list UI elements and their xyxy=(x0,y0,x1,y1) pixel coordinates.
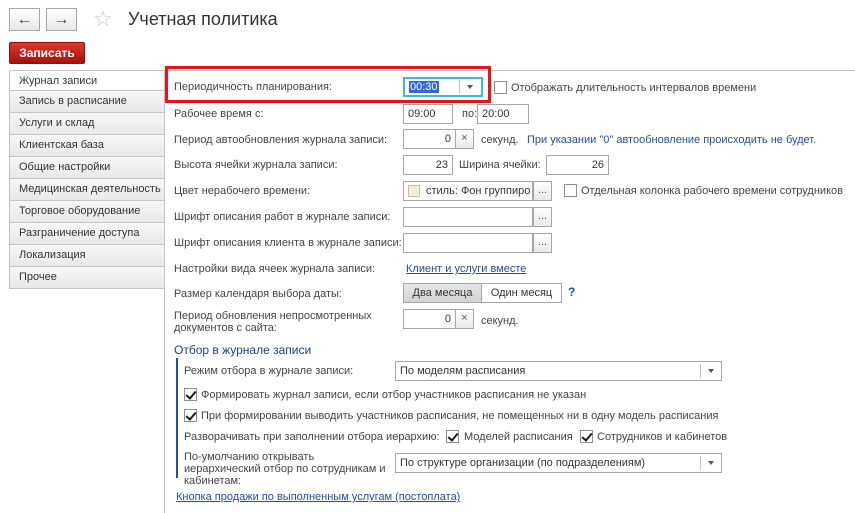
cell-view-label: Настройки вида ячеек журнала записи: xyxy=(174,263,376,275)
section-bar xyxy=(176,358,178,478)
default-open-label: По-умолчанию открывать иерархический отбор по сотрудникам и кабинетам: xyxy=(184,451,386,487)
nonwork-color-input[interactable] xyxy=(403,181,533,201)
cell-height-label: Высота ячейки журнала записи: xyxy=(174,159,338,171)
filter-mode-value: По моделям расписания xyxy=(400,365,526,377)
help-icon[interactable]: ? xyxy=(568,285,576,299)
highlight-frame xyxy=(165,66,491,103)
expand-models-label: Моделей расписания xyxy=(464,431,573,443)
nonwork-color-label: Цвет нерабочего времени: xyxy=(174,185,311,197)
clear-icon[interactable]: × xyxy=(455,129,474,149)
separate-column-label: Отдельная колонка рабочего времени сотрудников xyxy=(581,185,843,197)
tab-medical[interactable]: Медицинская деятельность xyxy=(9,179,165,201)
expand-label: Разворачивать при заполнении отбора иерархию: xyxy=(184,431,440,443)
expand-staff-label: Сотрудников и кабинетов xyxy=(597,431,728,443)
default-open-value: По структуре организации (по подразделениям) xyxy=(400,457,646,469)
tab-client-base[interactable]: Клиентская база xyxy=(9,135,165,157)
cell-view-link[interactable]: Клиент и услуги вместе xyxy=(406,263,527,275)
back-button[interactable] xyxy=(9,8,40,31)
planning-label: Периодичность планирования: xyxy=(174,81,332,93)
arrow-right-icon: → xyxy=(53,10,70,28)
work-from-input[interactable]: 09:00 xyxy=(403,104,453,124)
work-time-label: Рабочее время с: xyxy=(174,108,264,120)
sale-button-link[interactable]: Кнопка продажи по выполненным услугам (постоплата) xyxy=(176,491,461,503)
client-font-label: Шрифт описания клиента в журнале записи: xyxy=(174,237,402,249)
autorefresh-label: Период автообновления журнала записи: xyxy=(174,134,388,146)
section-tabs xyxy=(9,70,165,289)
cell-width-label: Ширина ячейки: xyxy=(459,159,541,171)
show-participants-checkbox[interactable] xyxy=(184,409,197,422)
default-open-select[interactable] xyxy=(395,453,722,473)
show-participants-label: При формировании выводить участников расписания, не помещенных ни в одну модель расписания xyxy=(201,410,719,422)
ellipsis-button[interactable]: ... xyxy=(533,181,552,201)
expand-staff-checkbox[interactable] xyxy=(580,430,593,443)
form-journal-checkbox[interactable] xyxy=(184,388,197,401)
separate-column-checkbox[interactable] xyxy=(564,184,577,197)
cell-width-input[interactable]: 26 xyxy=(546,155,609,175)
site-refresh-input[interactable]: 0 xyxy=(403,309,456,329)
divider xyxy=(700,456,701,470)
filter-section-title: Отбор в журнале записи xyxy=(174,343,312,357)
work-font-select-button[interactable]: ... xyxy=(533,207,552,227)
calendar-size-label: Размер календаря выбора даты: xyxy=(174,288,342,300)
calendar-two-months-button[interactable]: Два месяца xyxy=(403,283,482,303)
autorefresh-input[interactable]: 0 xyxy=(403,129,456,149)
chevron-down-icon[interactable] xyxy=(708,369,714,373)
seconds-label: секунд. xyxy=(481,134,519,146)
arrow-left-icon: ← xyxy=(16,10,33,28)
tab-equipment[interactable]: Торговое оборудование xyxy=(9,201,165,223)
site-refresh-clear-icon[interactable]: × xyxy=(455,309,474,329)
filter-mode-select[interactable] xyxy=(395,361,722,381)
work-to-label: по: xyxy=(462,108,478,120)
filter-mode-label: Режим отбора в журнале записи: xyxy=(184,365,354,377)
client-font-select-button[interactable]: ... xyxy=(533,233,552,253)
favorite-star-icon[interactable]: ☆ xyxy=(93,6,113,31)
calendar-one-month-button[interactable]: Один месяц xyxy=(481,283,562,303)
color-swatch xyxy=(408,185,420,197)
work-font-label: Шрифт описания работ в журнале записи: xyxy=(174,211,391,223)
form-journal-label: Формировать журнал записи, если отбор участников расписания не указан xyxy=(201,389,587,401)
cell-height-input[interactable]: 23 xyxy=(403,155,453,175)
forward-button[interactable] xyxy=(46,8,77,31)
site-seconds-label: секунд. xyxy=(481,315,519,327)
tab-other[interactable]: Прочее xyxy=(9,267,165,289)
tab-schedule[interactable]: Запись в расписание xyxy=(9,91,165,113)
save-button[interactable]: Записать xyxy=(9,42,85,64)
work-font-input[interactable] xyxy=(403,207,533,227)
autorefresh-hint: При указании "0" автообновление происходить не будет. xyxy=(527,134,817,146)
expand-models-checkbox[interactable] xyxy=(446,430,459,443)
tab-general-settings[interactable]: Общие настройки xyxy=(9,157,165,179)
nonwork-color-value: стиль: Фон группиро xyxy=(426,185,531,197)
show-duration-label: Отображать длительность интервалов времени xyxy=(511,82,757,94)
chevron-down-icon[interactable] xyxy=(708,461,714,465)
site-refresh-label: Период обновления непросмотренных документов с сайта: xyxy=(174,310,372,334)
planning-value: 00:30 xyxy=(410,81,438,93)
work-to-input[interactable]: 20:00 xyxy=(477,104,529,124)
tab-access[interactable]: Разграничение доступа xyxy=(9,223,165,245)
divider xyxy=(700,364,701,378)
tab-localization[interactable]: Локализация xyxy=(9,245,165,267)
tab-journal[interactable]: Журнал записи xyxy=(9,70,165,91)
page-title: Учетная политика xyxy=(128,9,278,29)
client-font-input[interactable] xyxy=(403,233,533,253)
show-duration-checkbox[interactable] xyxy=(494,81,507,94)
tab-services-stock[interactable]: Услуги и склад xyxy=(9,113,165,135)
